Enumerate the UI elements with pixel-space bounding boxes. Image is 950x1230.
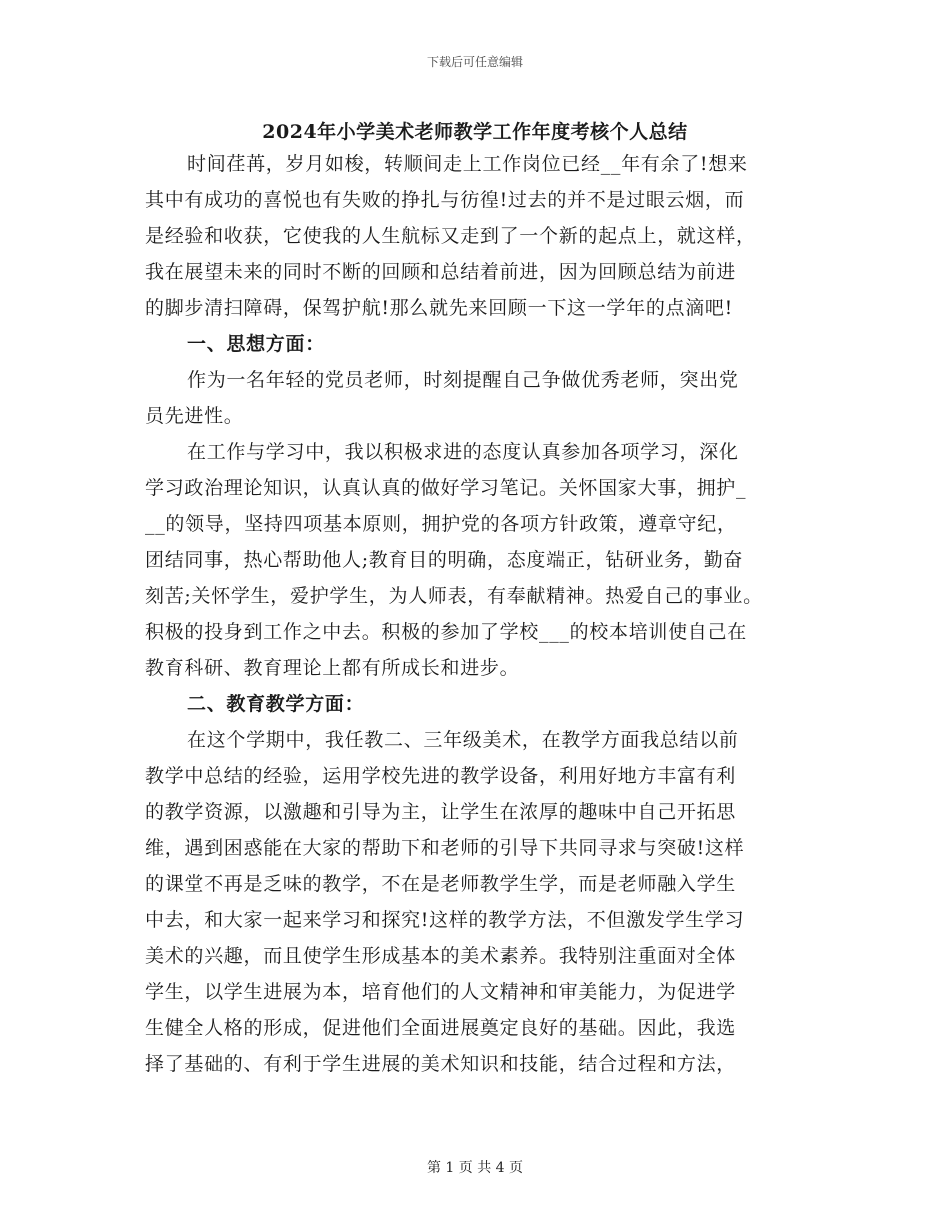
paragraph-line: 生健全人格的形成，促进他们全面进展奠定良好的基础。因此，我选 [145,1017,737,1039]
document-body [145,146,807,1082]
paragraph-line: 学生，以学生进展为本，培育他们的人文精神和审美能力，为促进学 [145,981,737,1003]
paragraph-line: 学习政治理论知识，认真认真的做好学习笔记。关怀国家大事，拥护_ [145,477,747,499]
paragraph-line: 积极的投身到工作之中去。积极的参加了学校___的校本培训使自己在 [145,621,747,643]
paragraph-line: 教学中总结的经验，运用学校先进的教学设备，利用好地方丰富有利 [145,765,737,787]
paragraph-line: 的脚步清扫障碍，保驾护航!那么就先来回顾一下这一学年的点滴吧! [145,297,733,319]
paragraph-line: 的课堂不再是乏味的教学，不在是老师教学生学，而是老师融入学生 [145,873,737,895]
paragraph-line: 刻苦;关怀学生，爱护学生，为人师表，有奉献精神。热爱自己的事业。 [145,585,763,607]
paragraph-line: 是经验和收获，它使我的人生航标又走到了一个新的起点上，就这样， [145,225,756,247]
paragraph-line: 作为一名年轻的党员老师，时刻提醒自己争做优秀老师，突出党 [187,369,739,391]
paragraph-line: 择了基础的、有利于学生进展的美术知识和技能，结合过程和方法， [145,1053,737,1075]
paragraph-line: 的教学资源，以激趣和引导为主，让学生在浓厚的趣味中自己开拓思 [145,801,737,823]
paragraph-line: 我在展望未来的同时不断的回顾和总结着前进，因为回顾总结为前进 [145,261,737,283]
paragraph-line: 维，遇到困惑能在大家的帮助下和老师的引导下共同寻求与突破!这样 [145,837,745,859]
paragraph-line: 团结同事，热心帮助他人;教育目的明确，态度端正，钻研业务，勤奋 [145,549,744,571]
paragraph-line: 其中有成功的喜悦也有失败的挣扎与彷徨!过去的并不是过眼云烟，而 [145,189,745,211]
paragraph-line: 教育科研、教育理论上都有所成长和进步。 [145,657,520,679]
paragraph-line: 时间荏苒，岁月如梭，转顺间走上工作岗位已经__年有余了!想来 [187,153,748,175]
paragraph-line: 在工作与学习中，我以积极求进的态度认真参加各项学习，深化 [187,441,739,463]
paragraph-line: 美术的兴趣，而且使学生形成基本的美术素养。我特别注重面对全体 [145,945,737,967]
paragraph-line: 在这个学期中，我任教二、三年级美术，在教学方面我总结以前 [187,729,739,751]
page-header-note: 下载后可任意编辑 [426,55,523,69]
paragraph-line: 员先进性。 [145,405,244,427]
paragraph-line: 中去，和大家一起来学习和探究!这样的教学方法，不但激发学生学习 [145,909,745,931]
section-heading: 一、思想方面： [187,333,325,355]
page-number-footer: 第 1 页 共 4 页 [426,1160,524,1176]
paragraph-line: __的领导，坚持四项基本原则，拥护党的各项方针政策，遵章守纪， [145,513,737,535]
section-heading: 二、教育教学方面： [187,693,365,715]
document-title: 2024年小学美术老师教学工作年度考核个人总结 [262,121,688,143]
